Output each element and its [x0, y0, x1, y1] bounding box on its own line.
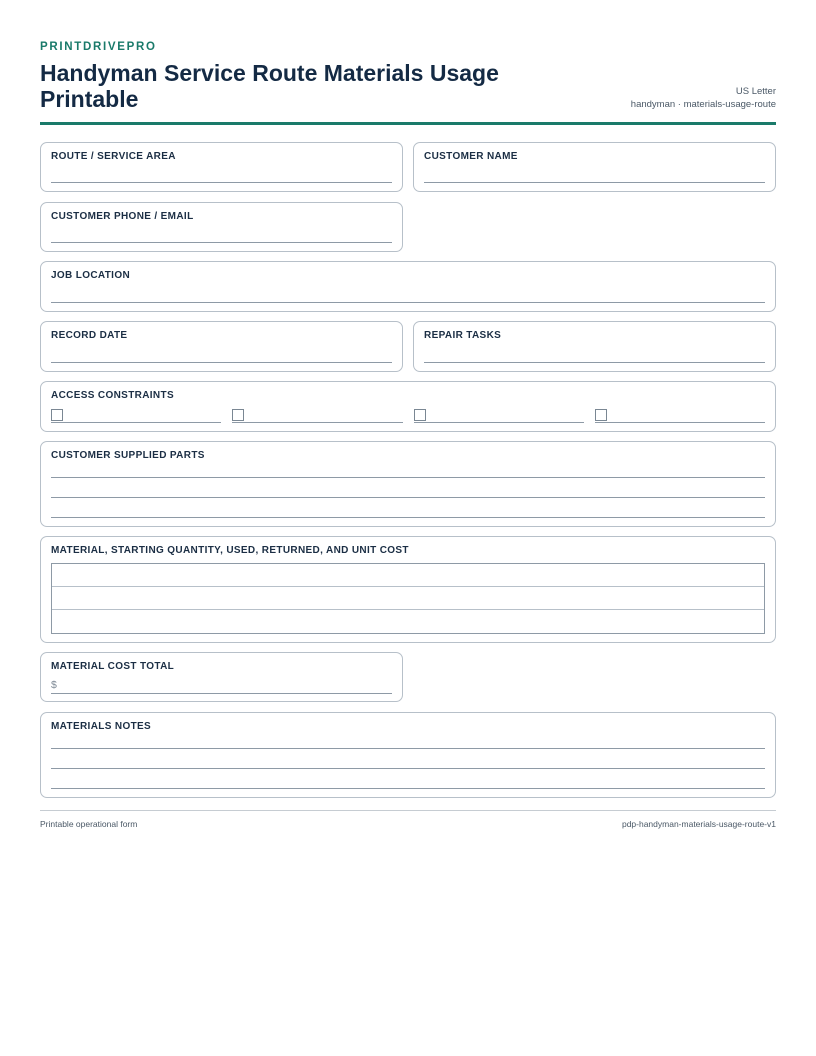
record-date-field[interactable]: [40, 321, 403, 372]
customer-phone-email-line[interactable]: [51, 242, 392, 243]
table-row[interactable]: [52, 587, 764, 610]
materials-table: [51, 563, 765, 634]
materials-notes-field[interactable]: [40, 712, 776, 798]
access-constraint-option: [232, 407, 402, 423]
repair-tasks-label: REPAIR TASKS: [424, 330, 502, 341]
header-divider: [40, 122, 776, 125]
repair-tasks-field[interactable]: [413, 321, 776, 372]
option-line[interactable]: [232, 422, 402, 423]
access-constraint-option: [595, 407, 765, 423]
table-row[interactable]: [52, 564, 764, 587]
route-service-area-label: ROUTE / SERVICE AREA: [51, 151, 176, 162]
currency-symbol: $: [51, 679, 57, 691]
record-date-line[interactable]: [51, 362, 392, 363]
writing-line[interactable]: [51, 768, 765, 769]
customer-name-field[interactable]: [413, 142, 776, 192]
writing-line[interactable]: [51, 517, 765, 518]
option-line[interactable]: [595, 422, 765, 423]
material-cost-total-field[interactable]: [40, 652, 403, 702]
route-service-area-field[interactable]: [40, 142, 403, 192]
table-row[interactable]: [52, 610, 764, 633]
customer-name-line[interactable]: [424, 182, 765, 183]
access-constraint-option: [414, 407, 584, 423]
customer-supplied-parts-label: CUSTOMER SUPPLIED PARTS: [51, 450, 205, 461]
writing-line[interactable]: [51, 497, 765, 498]
access-constraints-label: ACCESS CONSTRAINTS: [51, 390, 174, 401]
checkbox[interactable]: [51, 409, 63, 421]
checkbox[interactable]: [232, 409, 244, 421]
materials-table-label: MATERIAL, STARTING QUANTITY, USED, RETURNED, AND UNIT COST: [51, 545, 409, 556]
customer-supplied-parts-field[interactable]: [40, 441, 776, 527]
writing-line[interactable]: [51, 788, 765, 789]
customer-name-label: CUSTOMER NAME: [424, 151, 518, 162]
job-location-field[interactable]: [40, 261, 776, 312]
access-constraints-options: [51, 407, 765, 423]
footer-caption: Printable operational form: [40, 819, 138, 829]
form-meta: [631, 85, 776, 111]
record-date-label: RECORD DATE: [51, 330, 128, 341]
checkbox[interactable]: [414, 409, 426, 421]
customer-phone-email-label: CUSTOMER PHONE / EMAIL: [51, 211, 194, 222]
form-tags: handyman · materials-usage-route: [630, 99, 776, 110]
form-code: pdp-handyman-materials-usage-route-v1: [621, 819, 776, 829]
customer-phone-email-field[interactable]: [40, 202, 403, 252]
option-line[interactable]: [414, 422, 584, 423]
access-constraints-field: [40, 381, 776, 432]
job-location-label: JOB LOCATION: [51, 270, 131, 281]
checkbox[interactable]: [595, 409, 607, 421]
form-page: [40, 0, 776, 1056]
material-cost-total-label: MATERIAL COST TOTAL: [51, 661, 175, 672]
brand-name: PRINTDRIVEPRO: [40, 41, 157, 53]
option-line[interactable]: [51, 422, 221, 423]
writing-line[interactable]: [51, 748, 765, 749]
writing-line[interactable]: [51, 477, 765, 478]
paper-size: US Letter: [735, 86, 776, 97]
route-service-area-line[interactable]: [51, 182, 392, 183]
access-constraint-option: [51, 407, 221, 423]
material-cost-total-line[interactable]: [51, 693, 392, 694]
repair-tasks-line[interactable]: [424, 362, 765, 363]
materials-notes-label: MATERIALS NOTES: [51, 721, 152, 732]
materials-table-field: [40, 536, 776, 643]
footer-divider: [40, 810, 776, 811]
form-title: Handyman Service Route Materials Usage Printable: [40, 60, 499, 112]
job-location-line[interactable]: [51, 302, 765, 303]
